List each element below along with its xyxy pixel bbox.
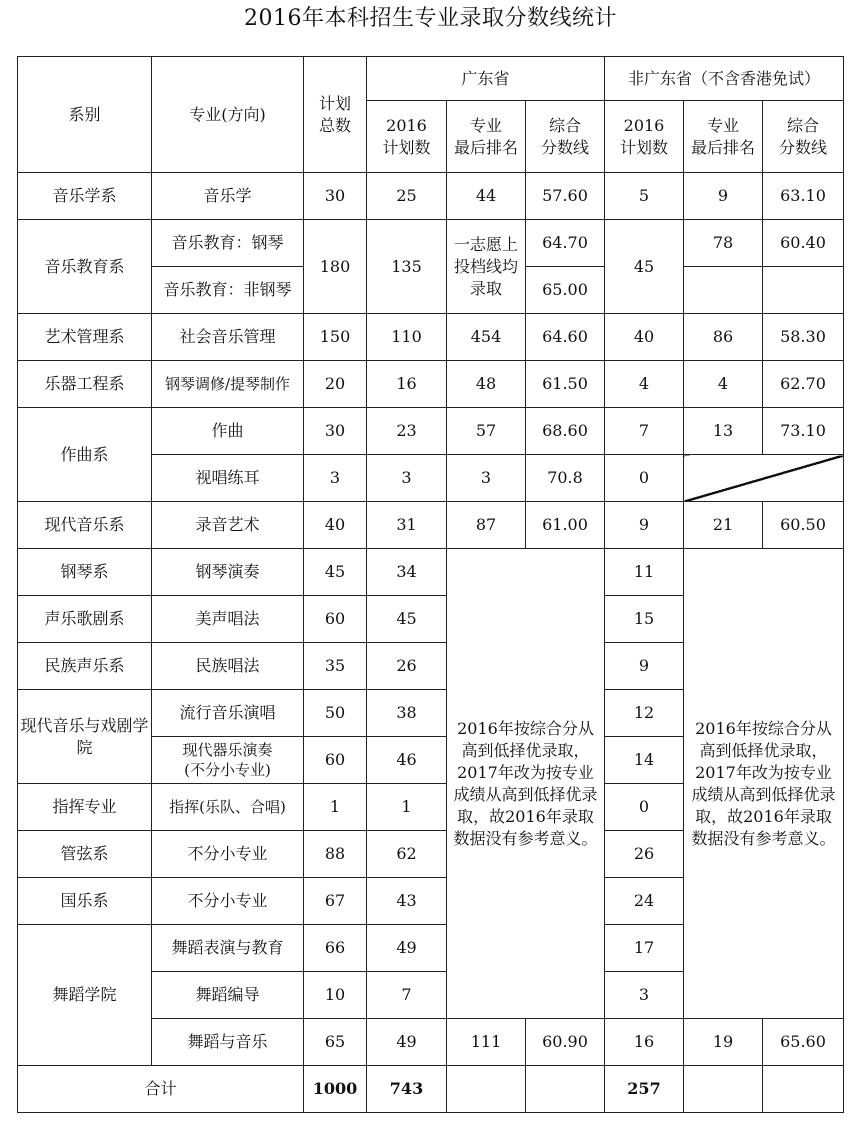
- ngd-plan-cell: 9: [605, 643, 684, 690]
- total-cell: 60: [304, 596, 367, 643]
- gd-rank-cell: 454: [447, 314, 526, 361]
- dept-cell: 钢琴系: [18, 549, 152, 596]
- dept-cell: 乐器工程系: [18, 361, 152, 408]
- major-cell: 不分小专业: [152, 831, 304, 878]
- header-guangdong: 广东省: [367, 57, 605, 101]
- total-cell: 20: [304, 361, 367, 408]
- table-row: [18, 361, 844, 408]
- gd-plan-cell: 43: [367, 878, 447, 925]
- major-cell: 钢琴调修/提琴制作: [152, 361, 304, 408]
- dept-cell: 管弦系: [18, 831, 152, 878]
- gd-note-cell: 2016年按综合分从高到低择优录取，2017年改为按专业成绩从高到低择优录取，故2016年录取数据没有参考意义。: [447, 549, 605, 1019]
- dept-cell: 舞蹈学院: [18, 925, 152, 1066]
- ngd-rank-cell: 9: [684, 173, 763, 220]
- gd-plan-cell: 46: [367, 737, 447, 784]
- table-row: [18, 220, 844, 267]
- ngd-plan-cell: 3: [605, 972, 684, 1019]
- ngd-plan-cell: 5: [605, 173, 684, 220]
- diagonal-empty-cell: [684, 455, 844, 502]
- ngd-plan-cell: 7: [605, 408, 684, 455]
- major-cell: 不分小专业: [152, 878, 304, 925]
- header-major: 专业(方向): [152, 57, 304, 173]
- total-cell: 30: [304, 173, 367, 220]
- total-cell: 50: [304, 690, 367, 737]
- gd-plan-cell: 31: [367, 502, 447, 549]
- total-cell: 66: [304, 925, 367, 972]
- gd-plan-cell: 3: [367, 455, 447, 502]
- ngd-plan-cell: 12: [605, 690, 684, 737]
- table-row: [18, 549, 844, 596]
- table-row: [18, 408, 844, 455]
- dept-cell: 声乐歌剧系: [18, 596, 152, 643]
- ngd-plan-cell: 40: [605, 314, 684, 361]
- header-non-guangdong: 非广东省（不含香港免试）: [605, 57, 844, 101]
- ngd-score-cell: 62.70: [763, 361, 844, 408]
- gd-score-cell: 61.00: [526, 502, 605, 549]
- gd-score-cell: 70.8: [526, 455, 605, 502]
- header-ngd-rank: 专业 最后排名: [684, 101, 763, 173]
- total-cell: 180: [304, 220, 367, 314]
- table-row: [18, 314, 844, 361]
- ngd-rank-cell: 4: [684, 361, 763, 408]
- ngd-score-cell: 65.60: [763, 1019, 844, 1066]
- ngd-plan-cell: 0: [605, 784, 684, 831]
- gd-score-cell: 64.60: [526, 314, 605, 361]
- major-cell: 视唱练耳: [152, 455, 304, 502]
- gd-plan-cell: 23: [367, 408, 447, 455]
- gd-score-cell: 60.90: [526, 1019, 605, 1066]
- ngd-rank-cell: [684, 267, 763, 314]
- major-cell: 现代器乐演奏 (不分小专业): [152, 737, 304, 784]
- major-cell: 美声唱法: [152, 596, 304, 643]
- total-cell: 45: [304, 549, 367, 596]
- total-cell: 10: [304, 972, 367, 1019]
- total-cell: 30: [304, 408, 367, 455]
- total-gd-score-cell: [526, 1066, 605, 1113]
- major-cell: 社会音乐管理: [152, 314, 304, 361]
- dept-cell: 艺术管理系: [18, 314, 152, 361]
- ngd-plan-cell: 15: [605, 596, 684, 643]
- ngd-score-cell: 60.50: [763, 502, 844, 549]
- total-row: [18, 1066, 844, 1113]
- total-cell: 35: [304, 643, 367, 690]
- ngd-note-cell: 2016年按综合分从高到低择优录取，2017年改为按专业成绩从高到低择优录取，故2016年录取数据没有参考意义。: [684, 549, 844, 1019]
- dept-cell: 音乐学系: [18, 173, 152, 220]
- header-gd-rank: 专业 最后排名: [447, 101, 526, 173]
- ngd-plan-cell: 11: [605, 549, 684, 596]
- dept-cell: 现代音乐与戏剧学院: [18, 690, 152, 784]
- ngd-score-cell: 73.10: [763, 408, 844, 455]
- gd-plan-cell: 45: [367, 596, 447, 643]
- total-ngd-rank-cell: [684, 1066, 763, 1113]
- total-cell: 67: [304, 878, 367, 925]
- header-dept: 系别: [18, 57, 152, 173]
- total-label: 合计: [18, 1066, 304, 1113]
- ngd-plan-cell: 14: [605, 737, 684, 784]
- gd-score-cell: 64.70: [526, 220, 605, 267]
- header-gd-score: 综合 分数线: [526, 101, 605, 173]
- major-cell: 流行音乐演唱: [152, 690, 304, 737]
- total-cell: 150: [304, 314, 367, 361]
- gd-rank-cell: 57: [447, 408, 526, 455]
- gd-score-cell: 68.60: [526, 408, 605, 455]
- table-row: [18, 173, 844, 220]
- total-cell: 1: [304, 784, 367, 831]
- gd-plan-cell: 49: [367, 1019, 447, 1066]
- ngd-rank-cell: 13: [684, 408, 763, 455]
- gd-rank-cell: 48: [447, 361, 526, 408]
- dept-cell: 民族声乐系: [18, 643, 152, 690]
- major-cell: 录音艺术: [152, 502, 304, 549]
- table-row: [18, 502, 844, 549]
- gd-plan-cell: 38: [367, 690, 447, 737]
- ngd-plan-cell: 9: [605, 502, 684, 549]
- ngd-rank-cell: 78: [684, 220, 763, 267]
- major-cell: 钢琴演奏: [152, 549, 304, 596]
- header-ngd-score: 综合 分数线: [763, 101, 844, 173]
- gd-score-cell: 65.00: [526, 267, 605, 314]
- major-cell: 作曲: [152, 408, 304, 455]
- ngd-plan-cell: 45: [605, 220, 684, 314]
- major-cell: 音乐教育：非钢琴: [152, 267, 304, 314]
- major-cell: 民族唱法: [152, 643, 304, 690]
- ngd-plan-cell: 24: [605, 878, 684, 925]
- total-cell: 3: [304, 455, 367, 502]
- gd-plan-cell: 34: [367, 549, 447, 596]
- dept-cell: 指挥专业: [18, 784, 152, 831]
- gd-plan-cell: 110: [367, 314, 447, 361]
- gd-plan-cell: 49: [367, 925, 447, 972]
- ngd-rank-cell: 19: [684, 1019, 763, 1066]
- gd-rank-cell: 87: [447, 502, 526, 549]
- gd-rank-cell: 3: [447, 455, 526, 502]
- ngd-score-cell: 60.40: [763, 220, 844, 267]
- total-cell: 88: [304, 831, 367, 878]
- ngd-score-cell: 63.10: [763, 173, 844, 220]
- dept-cell: 音乐教育系: [18, 220, 152, 314]
- gd-plan-cell: 16: [367, 361, 447, 408]
- gd-score-cell: 61.50: [526, 361, 605, 408]
- major-cell: 舞蹈表演与教育: [152, 925, 304, 972]
- gd-rank-note: 一志愿上投档线均录取: [447, 220, 526, 314]
- major-cell: 音乐学: [152, 173, 304, 220]
- gd-plan-cell: 1: [367, 784, 447, 831]
- total-ngd-plan-cell: 257: [605, 1066, 684, 1113]
- major-cell: 舞蹈编导: [152, 972, 304, 1019]
- ngd-score-cell: 58.30: [763, 314, 844, 361]
- major-cell: 舞蹈与音乐: [152, 1019, 304, 1066]
- major-cell: 音乐教育：钢琴: [152, 220, 304, 267]
- dept-cell: 作曲系: [18, 408, 152, 502]
- header-gd-plan: 2016 计划数: [367, 101, 447, 173]
- header-ngd-plan: 2016 计划数: [605, 101, 684, 173]
- gd-plan-cell: 135: [367, 220, 447, 314]
- ngd-rank-cell: 21: [684, 502, 763, 549]
- total-cell: 40: [304, 502, 367, 549]
- gd-score-cell: 57.60: [526, 173, 605, 220]
- page-title: 2016年本科招生专业录取分数线统计: [244, 6, 617, 31]
- ngd-score-cell: [763, 267, 844, 314]
- admission-score-table: [17, 56, 844, 1113]
- dept-cell: 现代音乐系: [18, 502, 152, 549]
- total-gd-plan-cell: 743: [367, 1066, 447, 1113]
- total-gd-rank-cell: [447, 1066, 526, 1113]
- gd-rank-cell: 44: [447, 173, 526, 220]
- gd-plan-cell: 25: [367, 173, 447, 220]
- ngd-plan-cell: 17: [605, 925, 684, 972]
- dept-cell: 国乐系: [18, 878, 152, 925]
- ngd-plan-cell: 4: [605, 361, 684, 408]
- ngd-plan-cell: 26: [605, 831, 684, 878]
- gd-plan-cell: 26: [367, 643, 447, 690]
- total-ngd-score-cell: [763, 1066, 844, 1113]
- major-cell: 指挥(乐队、合唱): [152, 784, 304, 831]
- gd-rank-cell: 111: [447, 1019, 526, 1066]
- total-cell: 65: [304, 1019, 367, 1066]
- gd-plan-cell: 7: [367, 972, 447, 1019]
- header-plan-total: 计划 总数: [304, 57, 367, 173]
- total-plan-cell: 1000: [304, 1066, 367, 1113]
- ngd-plan-cell: 16: [605, 1019, 684, 1066]
- gd-plan-cell: 62: [367, 831, 447, 878]
- ngd-rank-cell: 86: [684, 314, 763, 361]
- total-cell: 60: [304, 737, 367, 784]
- ngd-plan-cell: 0: [605, 455, 684, 502]
